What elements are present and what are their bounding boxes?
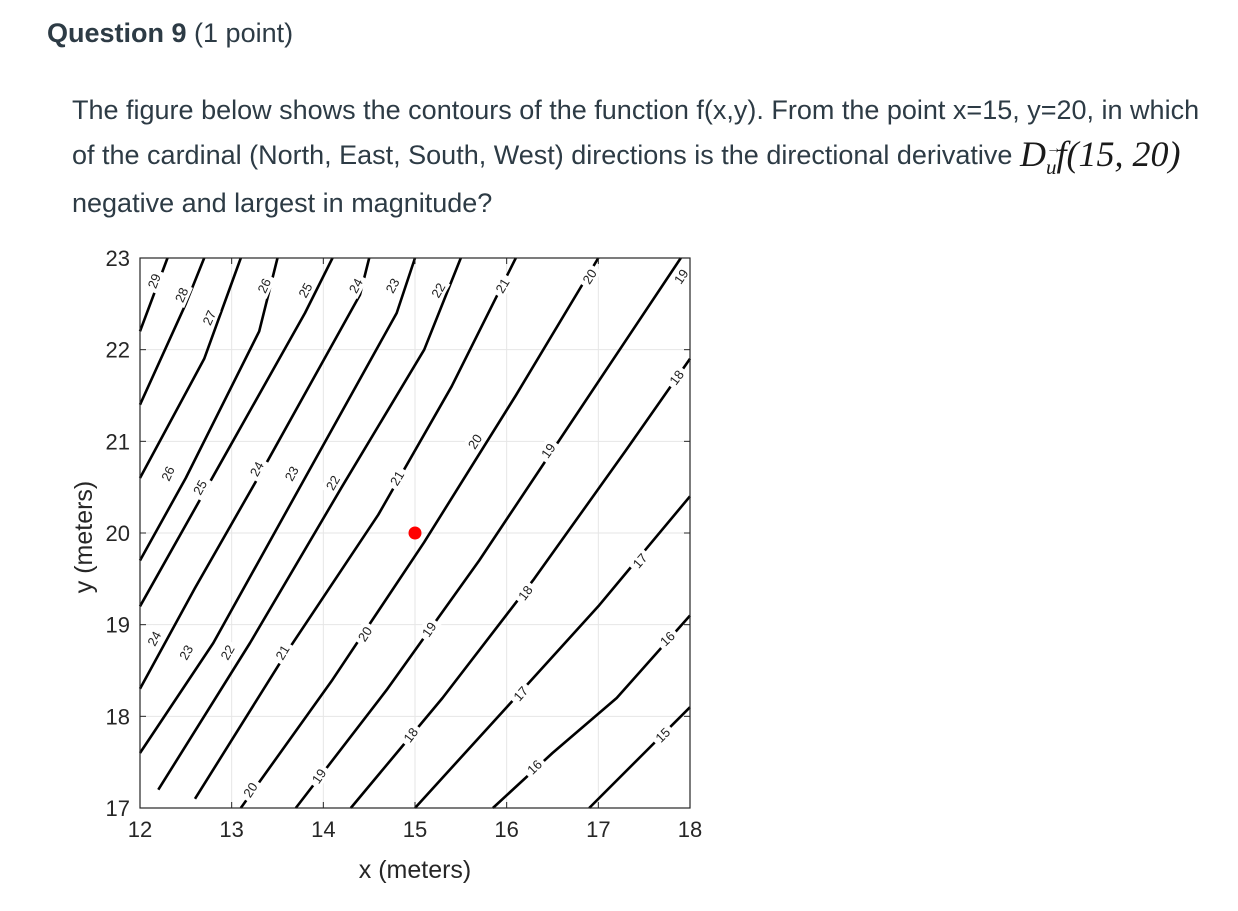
contour-label-text: 24 [246, 459, 267, 479]
contour-label-text: 20 [464, 431, 486, 452]
x-tick-label: 14 [311, 817, 336, 842]
math-rest: f(15, 20) [1056, 134, 1181, 174]
contour-label-text: 19 [670, 266, 692, 287]
contour-label-text: 20 [354, 623, 376, 645]
contour-label-text: 28 [171, 285, 192, 305]
contour-label-text: 20 [240, 779, 261, 801]
math-d: D [1019, 134, 1046, 174]
contour-label-text: 18 [400, 724, 422, 746]
contour-label-23 [173, 639, 198, 666]
contour-label-22 [215, 639, 240, 666]
y-tick-label: 21 [105, 429, 130, 455]
question-title: Question 9 [47, 18, 187, 48]
contour-line-29 [140, 258, 168, 331]
x-axis-label: x (meters) [358, 856, 472, 884]
x-tick-label: 15 [402, 817, 428, 842]
question-text-before: The figure below shows the contours of the function f(x,y). From the point x=15, y=20, in which of the cardinal (North, East, South, West) directions is the directional derivative [72, 95, 1200, 170]
contour-label-text: 15 [652, 724, 674, 746]
contour-label-text: 23 [281, 463, 302, 484]
y-axis-label: y (meters) [70, 480, 98, 594]
contour-label-26 [156, 460, 180, 487]
contour-label-text: 17 [629, 550, 651, 572]
x-tick-label: 16 [494, 817, 519, 842]
contour-label-28 [169, 281, 192, 308]
contour-label-23 [279, 460, 304, 487]
contour-label-text: 17 [510, 683, 532, 705]
y-tick-label: 23 [105, 246, 130, 271]
point-marker [409, 527, 422, 540]
contour-label-21 [490, 272, 515, 299]
contour-label-text: 22 [322, 472, 344, 493]
y-tick-label: 22 [105, 337, 130, 363]
contour-label-text: 25 [295, 280, 316, 301]
contour-label-text: 26 [254, 276, 275, 296]
contour-label-text: 21 [272, 642, 293, 663]
contour-line-15 [589, 707, 690, 808]
x-tick-label: 12 [127, 817, 153, 842]
axes [106, 246, 703, 842]
x-tick-label: 17 [586, 817, 611, 842]
y-tick-label: 18 [105, 704, 130, 730]
contour-line-26 [140, 258, 278, 561]
contour-label-text: 18 [666, 367, 688, 388]
contour-label-text: 19 [538, 440, 559, 462]
point-15-20-marker [409, 527, 422, 540]
contour-label-text: 29 [144, 271, 164, 291]
contour-label-25 [187, 474, 212, 501]
contour-label-text: 23 [176, 642, 197, 663]
contour-label-text: 19 [418, 619, 440, 640]
contour-label-text: 27 [199, 308, 220, 328]
contour-label-22 [426, 277, 451, 304]
question-text-after: negative and largest in magnitude? [72, 188, 493, 218]
contour-label-text: 24 [144, 628, 165, 649]
math-subscript-u: → u [1046, 145, 1057, 189]
contour-label-16 [521, 753, 548, 780]
contour-label-text: 25 [189, 477, 211, 498]
contour-label-18 [663, 364, 689, 391]
x-tick-label: 18 [677, 817, 703, 842]
contour-label-text: 16 [657, 628, 678, 650]
contour-label-text: 21 [492, 275, 513, 296]
y-tick-label: 20 [105, 521, 130, 546]
contour-label-text: 19 [308, 765, 330, 787]
question-points: (1 point) [194, 18, 294, 48]
contour-line-21 [195, 258, 516, 799]
contour-line-17 [415, 496, 690, 808]
contour-label-text: 24 [345, 275, 366, 296]
contour-label-text: 22 [428, 280, 449, 301]
contour-line-23 [140, 258, 415, 753]
contour-label-text: 26 [158, 463, 178, 484]
contour-label-25 [293, 277, 318, 304]
x-tick-label: 13 [219, 817, 244, 842]
contour-label-20 [237, 776, 262, 803]
contour-label-21 [270, 639, 295, 666]
contour-label-20 [462, 428, 487, 455]
contour-label-text: 21 [386, 468, 408, 489]
y-tick-label: 17 [105, 796, 130, 821]
contour-label-text: 20 [579, 266, 600, 287]
contour-label-23 [380, 272, 405, 299]
y-tick-label: 19 [105, 612, 130, 638]
contour-label-24 [244, 455, 268, 482]
contour-label-text: 16 [524, 756, 545, 778]
contour-label-text: 23 [382, 275, 403, 296]
contour-label-17 [626, 547, 653, 574]
contour-label-text: 22 [217, 642, 238, 663]
contour-label-text: 18 [515, 582, 536, 604]
